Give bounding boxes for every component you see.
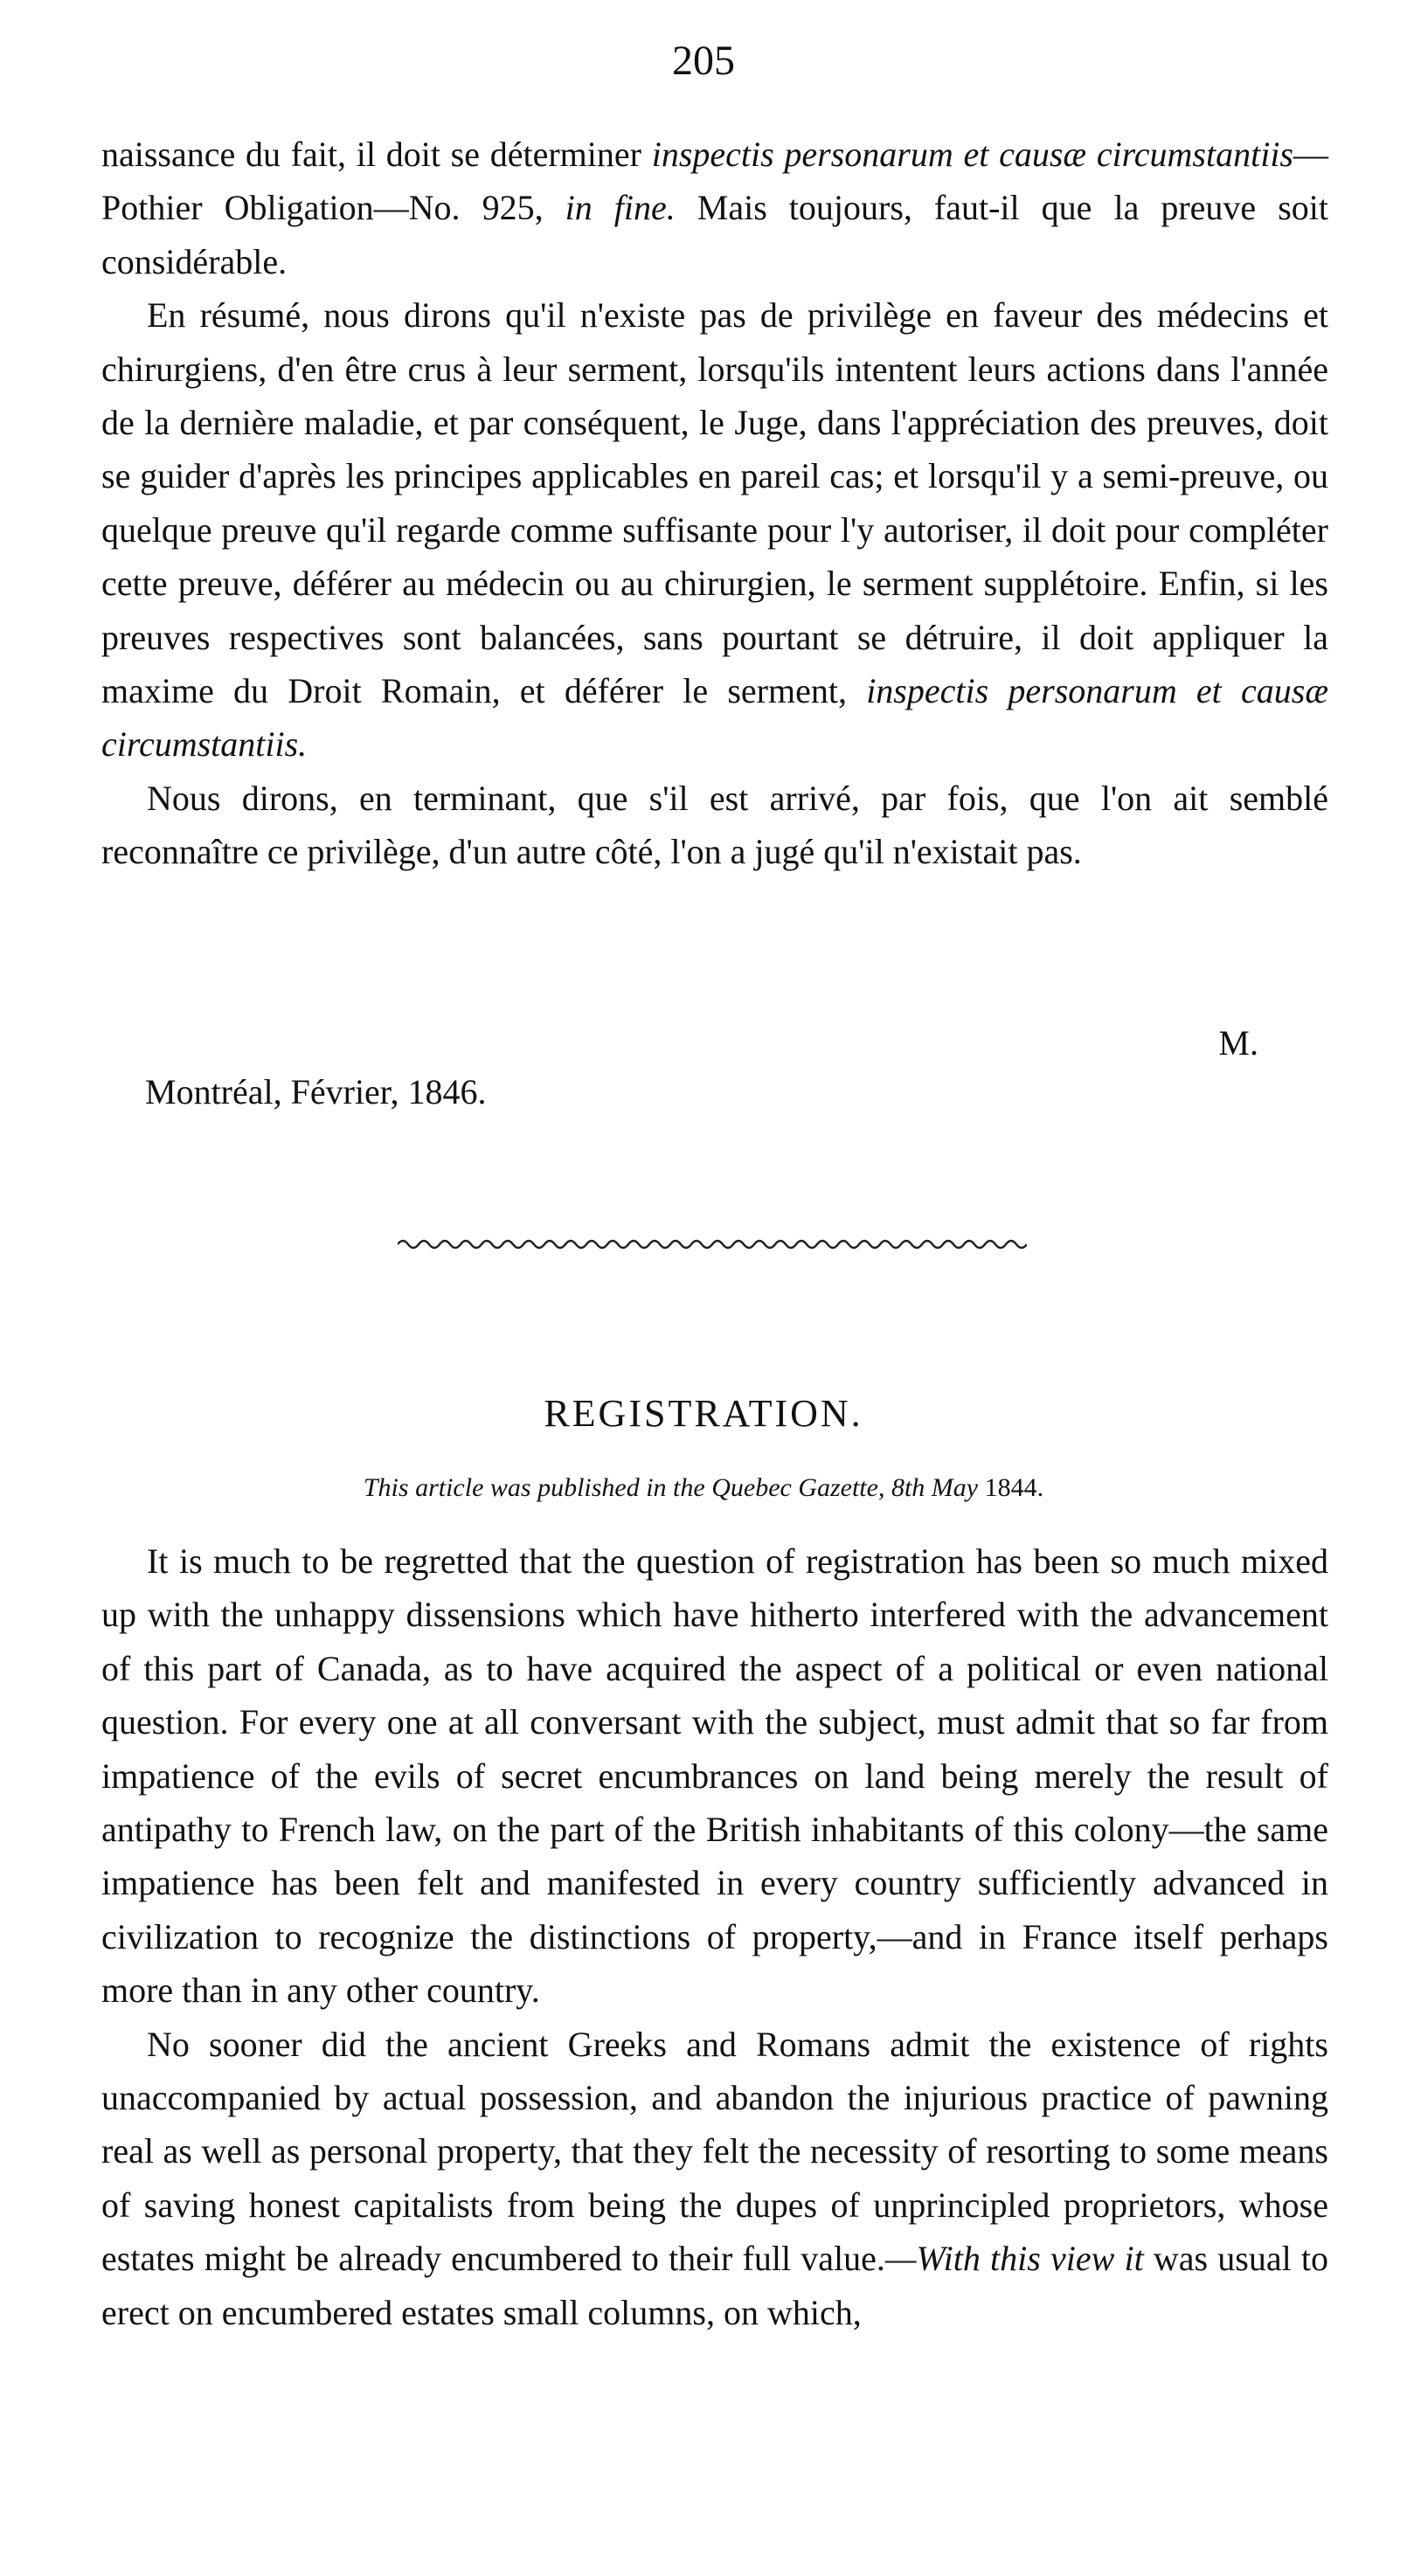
registration-article-body	[101, 1534, 1328, 2339]
section-subheading: This article was published in the Quebec Gazette, 8th May 1844.	[363, 1473, 1044, 1502]
section-heading: REGISTRATION.	[544, 1392, 863, 1435]
signature: M.	[1218, 1023, 1258, 1063]
italic-phrase: —With this view it	[884, 2239, 1144, 2279]
paragraph-1: naissance du fait, il doit se déterminer inspectis personarum et causæ circumstantiis—Pothier Obligation—No. 925, in fine. Mais toujours, faut-il que la preuve soit considérable.	[101, 135, 1329, 281]
page-number: 205	[672, 38, 735, 84]
latin-phrase: inspectis personarum et causæ circumstantiis	[651, 135, 1293, 174]
place-date: Montréal, Février, 1846.	[145, 1072, 487, 1111]
paragraph-5: No sooner did the ancient Greeks and Romans admit the existence of rights unaccompanied by actual possession, and abandon the injurious practice of pawning real as well as personal property, that they felt the necessity of resorting to some means of saving honest capitalists from being the dupes of unprincipled proprietors, whose estates might be already encumbered to their full value.—With this view it was usual to erect on encumbered estates small columns, on which,	[101, 2024, 1328, 2332]
latin-phrase: inspectis personarum et causæ circumstantiis.	[101, 671, 1328, 765]
paragraph-2: En résumé, nous dirons qu'il n'existe pas de privilège en faveur des médecins et chirurgiens, d'en être crus à leur serment, lorsqu'ils intentent leurs actions dans l'année de la dernière maladie, et par conséquent, le Juge, dans l'appréciation des preuves, doit se guider d'après les principes applicables en pareil cas; et lorsqu'il y a semi-preuve, ou quelque preuve qu'il regarde comme suffisante pour l'y autoriser, il doit pour compléter cette preuve, déférer au médecin ou au chirurgien, le serment supplétoire. Enfin, si les preuves respectives sont balancées, sans pourtant se détruire, il doit appliquer la maxime du Droit Romain, et déférer le serment, inspectis personarum et causæ circumstantiis.	[101, 295, 1328, 765]
french-article-body	[101, 128, 1328, 879]
paragraph-4: It is much to be regretted that the question of registration has been so much mixed up with the unhappy dissensions which have hitherto interfered with the advancement of this part of Canada, as to have acquired the aspect of a political or even national question. For every one at all conversant with the subject, must admit that so far from impatience of the evils of secret encumbrances on land being merely the result of antipathy to French law, on the part of the British inhabitants of this colony—the same impatience has been felt and manifested in every country sufficiently advanced in civilization to recognize the distinctions of property,—and in France itself perhaps more than in any other country.	[101, 1541, 1328, 2011]
paragraph-3: Nous dirons, en terminant, que s'il est arrivé, par fois, que l'on ait semblé reconnaître ce privilège, d'un autre côté, l'on a jugé qu'il n'existait pas.	[101, 778, 1328, 872]
latin-phrase: in fine.	[565, 188, 676, 228]
ornament-divider	[398, 1234, 1027, 1255]
